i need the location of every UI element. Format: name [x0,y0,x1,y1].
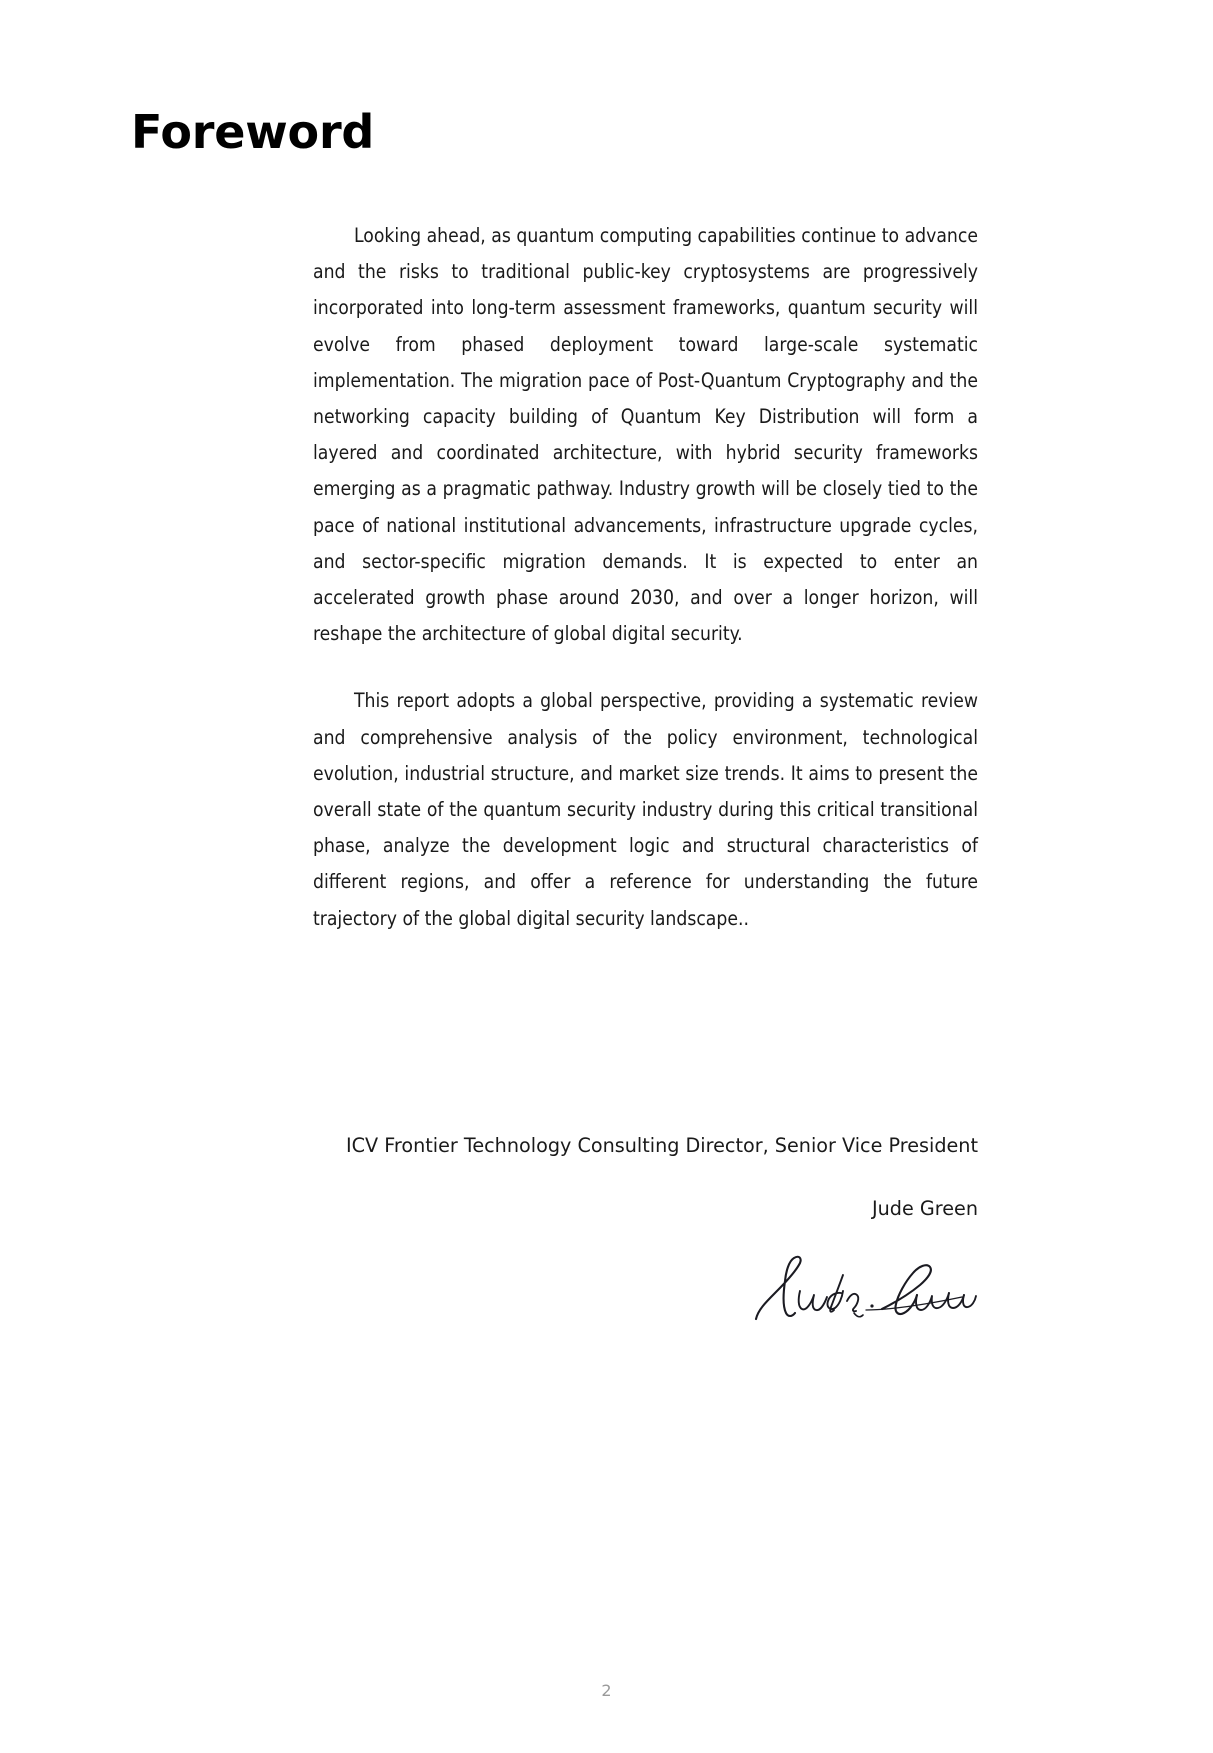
body-paragraph: Looking ahead, as quantum computing capabilities continue to advance and the risks to traditional public-key cryptosystems are progressively incorporated into long-term assessment frameworks, quantum security will evolve from phased deployment toward large-scale systematic implementation. The migration pace of Post-Quantum Cryptography and the networking capacity building of Quantum Key Distribution will form a layered and coordinated architecture, with hybrid security frameworks emerging as a pragmatic pathway. Industry growth will be closely tied to the pace of national institutional advancements, infrastructure upgrade cycles, and sector-specific migration demands. It is expected to enter an accelerated growth phase around 2030, and over a longer horizon, will reshape the architecture of global digital security. [313,224,978,646]
signatory-name: Jude Green [871,1197,978,1220]
page-number: 2 [601,1681,612,1700]
body-paragraph: This report adopts a global perspective, providing a systematic review and comprehensive analysis of the policy environment, technological evolution, industrial structure, and market size trends. It aims to present the overall state of the quantum security industry during this critical transitional phase, analyze the development logic and structural characteristics of different regions, and offer a reference for understanding the future trajectory of the global digital security landscape.. [313,689,978,930]
signature-block [313,1128,978,1341]
handwritten-signature-icon [313,1245,978,1341]
body-content [313,218,978,937]
signatory-role: ICV Frontier Technology Consulting Director, Senior Vice President [345,1134,978,1157]
page-title: Foreword [131,104,375,159]
